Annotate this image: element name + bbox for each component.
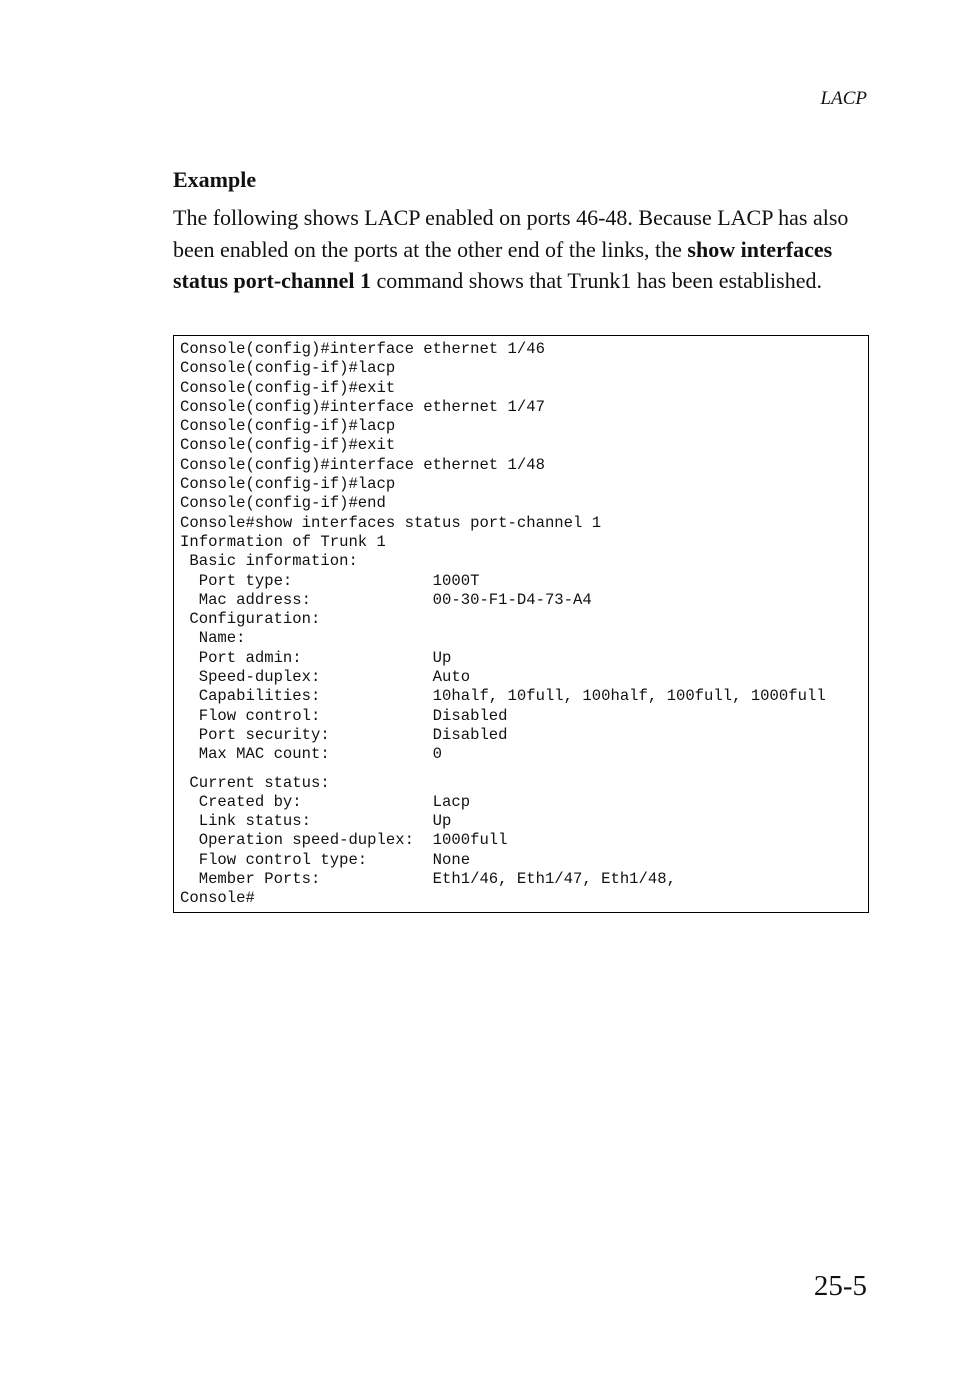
code-line: Console(config-if)#exit bbox=[180, 378, 396, 397]
intro-command: show interfaces status port-channel 1 bbox=[173, 236, 833, 293]
code-line: Port admin: Up bbox=[180, 648, 452, 667]
section-heading: Example bbox=[173, 167, 257, 192]
code-line: Console(config)#interface ethernet 1/46 bbox=[180, 340, 545, 358]
intro-paragraph bbox=[173, 202, 873, 297]
console-output-box bbox=[173, 335, 869, 913]
code-line: Link status: Up bbox=[180, 812, 452, 831]
code-line: Console# bbox=[180, 889, 255, 908]
code-line: Flow control type: None bbox=[180, 850, 471, 869]
code-line: Console(config-if)#exit bbox=[180, 436, 396, 455]
intro-text-end: command shows that Trunk1 has been established. bbox=[371, 268, 822, 293]
code-line: Current status: bbox=[180, 773, 330, 792]
code-line: Console(config-if)#lacp bbox=[180, 417, 396, 436]
code-line: Name: bbox=[180, 629, 246, 648]
code-line: Port type: 1000T bbox=[180, 571, 480, 590]
code-line: Console(config-if)#lacp bbox=[180, 475, 396, 494]
code-line: Basic information: bbox=[180, 552, 358, 571]
code-line: Mac address: 00-30-F1-D4-73-A4 bbox=[180, 590, 592, 609]
code-line: Operation speed-duplex: 1000full bbox=[180, 831, 508, 850]
code-line: Information of Trunk 1 bbox=[180, 532, 386, 551]
code-line: Console#show interfaces status port-channel 1 bbox=[180, 513, 602, 532]
code-line: Speed-duplex: Auto bbox=[180, 668, 471, 687]
code-line: Console(config)#interface ethernet 1/48 bbox=[180, 455, 545, 474]
code-line: Configuration: bbox=[180, 610, 321, 629]
code-line: Port security: Disabled bbox=[180, 725, 508, 744]
code-line: Member Ports: Eth1/46, Eth1/47, Eth1/48, bbox=[180, 870, 676, 889]
page-number: 25-5 bbox=[813, 1270, 867, 1302]
running-header: LACP bbox=[820, 88, 867, 109]
code-line: Console(config)#interface ethernet 1/47 bbox=[180, 397, 545, 416]
code-line: Created by: Lacp bbox=[180, 792, 471, 811]
code-line: Console(config-if)#end bbox=[180, 494, 386, 513]
code-line: Max MAC count: 0 bbox=[180, 745, 443, 764]
intro-text-start: The following shows LACP enabled on ports 46-48. Because LACP has also been enabled on the ports at the other end of the links, the bbox=[173, 205, 849, 262]
code-line: Capabilities: 10half, 10full, 100half, 100full, 1000full bbox=[180, 687, 826, 706]
code-line: Console(config-if)#lacp bbox=[180, 359, 396, 378]
code-line: Flow control: Disabled bbox=[180, 706, 508, 725]
